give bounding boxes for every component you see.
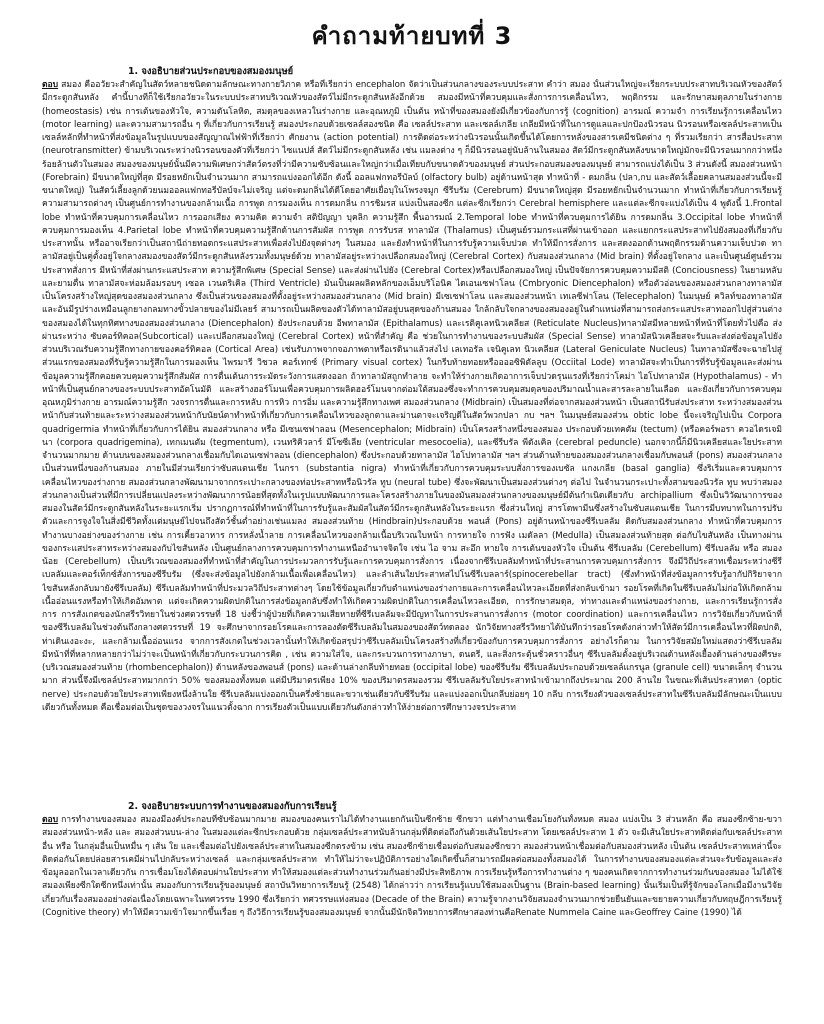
question-1-heading: 1. จงอธิบายส่วนประกอบของสมองมนุษย์	[128, 66, 294, 77]
question-2-answer-text: การทำงานของสมอง สมองมีองค์ประกอบที่ซับซ้อนมากมาย สมองของคนเราไม่ได้ทำงานแยกกันเป็นซีกซ้าย ซีกขวา แต่ทำงานเชื่อมโยงกันทั้งหมด สมอง แบ่งเป็น 3 ส่วนหลัก คือ สมองซีกซ้าย-ขวา สมองส่วนหน้า-หลัง และ สมองส่วนบน-ล่าง ในสมองแต่ละซีกประกอบด้วย กลุ่มเซลล์ประสาทนับล้านกลุ่มที่ติดต่อถึงกันด้วยเส้นใยประสาท โดยเซลล์ประสาท 1 ตัว จะมีเส้นใยประสาทติดต่อกับเซลล์ประสาทอื่น หรือ ในกลุ่มอื่นเป็นหมื่น ๆ เส้น ใย และเชื่อมต่อไปยังเซลล์ประสาทในสมองซีกตรงข้าม เช่น สมองซีกซ้ายเชื่อมต่อกับสมองซีกขวา สมองส่วนหน้าเชื่อมต่อกับสมองส่วนหลัง เป็นต้น เซลล์ประสาทเหล่านี้จะติดต่อกันโดยปล่อยสารเคมีผ่านไปกลับระหว่างเซลล์ และกลุ่มเซลล์ประสาท ทำให้ไม่ว่าจะปฏิบัติการอย่างใดเกิดขึ้นก็สามารถมีผลต่อสมองทั้งสมองได้ ในการทำงานของสมองแต่ละส่วนจะรับข้อมูลและส่งข้อมูลออกในเวลาเดียวกัน การเชื่อมโยงได้ตอบผ่านใยประสาท ทำให้สมองแต่ละส่วนทำงานร่วมกันอย่างมีประสิทธิภาพ การเรียนรู้หรือการทำงานต่าง ๆ ของคนเกิดจากการทำงานร่วมกันของสมอง ไม่ได้ใช้สมองเพียงซีกใดซีกหนึ่งเท่านั้น สมองกับการเรียนรู้ของมนุษย์ สถาบันวิทยาการเรียนรู้ (2548) ได้กล่าวว่า การเรียนรู้แบบใช้สมองเป็นฐาน (Brain-based learning) นั้นเริ่มเป็นที่รู้จักของโลกเมื่อมีงานวิจัยเกี่ยวกับเรื่องสมองอย่างต่อเนื่องโดยเฉพาะในทศวรรษ 1990 ซึ่งเรียกว่า ทศวรรษแห่งสมอง (Decade of the Brain) ความรู้จากงานวิจัยสมองจำนวนมากช่วยยืนยันและขยายความเกี่ยวกับทฤษฎีการเรียนรู้ (Cognitive theory) ทำให้มีความเข้าใจมากขึ้นเรื่อย ๆ ถึงวิธีการเรียนรู้ของสมองมนุษย์ จากนั้นมีนักจิตวิทยาการศึกษาสองท่านคือRenate Nummela Caine และGeoffrey Caine (1990) ได้	[42, 815, 782, 918]
answer-label: ตอบ	[42, 815, 59, 825]
question-1-answer-text: สมอง คืออวัยวะสำคัญในสัตว์หลายชนิดตามลักษณะทางกายวิภาค หรือที่เรียกว่า encephalon จัดว่าเป็นส่วนกลางของระบบประสาท คำว่า สมอง นั้นส่วนใหญ่จะเรียกระบบประสาทบริเวณหัวของสัตว์มีกระดูกสันหลัง คำนี้บางทีก็ใช้เรียกอวัยวะในระบบประสาทบริเวณหัวของสัตว์ไม่มีกระดูกสันหลังอีกด้วย สมองมีหน้าที่ควบคุมและสั่งการการเคลื่อนไหว, พฤติกรรม และรักษาสมดุลภายในร่างกาย (homeostasis) เช่น การเต้นของหัวใจ, ความดันโลหิต, สมดุลของเหลวในร่างกาย และอุณหภูมิ เป็นต้น หน้าที่ของสมองยังมีเกี่ยวข้องกับการรู้ (cognition) อารมณ์ ความจำ การเรียนรู้การเคลื่อนไหว (motor learning) และความสามารถอื่น ๆ ที่เกี่ยวกับการเรียนรู้ สมองประกอบด้วยเซลล์สองชนิด คือ เซลล์ประสาท และเซลล์เกลีย เกลียมีหน้าที่ในการดูแลและปกป้องนิวรอน นิวรอนหรือเซลล์ประสาทเป็นเซลล์หลักที่ทำหน้าที่ส่งข้อมูลในรูปแบบของสัญญาณไฟฟ้าที่เรียกว่า ศักยงาน (action potential) การติดต่อระหว่างนิวรอนนั้นเกิดขึ้นได้โดยการหลั่งของสารเคมีชนิดต่าง ๆ ที่รวมเรียกว่า สารสื่อประสาท (neurotransmitter) ข้ามบริเวณระหว่างนิวรอนของตัวที่เรียกว่า ไซแนปส์ สัตว์ไม่มีกระดูกสันหลัง เช่น แมลงต่าง ๆ ก็มีนิวรอนอยู่นับล้านในสมอง สัตว์มีกระดูกสันหลังขนาดใหญ่มักจะมีนิวรอนมากกว่าหนึ่งร้อยล้านตัวในสมอง สมองของมนุษย์นั้นมีความพิเศษกว่าสัตว์ตรงที่ว่ามีความซับซ้อนและใหญ่กว่าเมื่อเทียบกับขนาดตัวของมนุษย์ ส่วนประกอบสมองของมนุษย์ สามารถแบ่งได้เป็น 3 ส่วนดังนี้ สมองส่วนหน้า (Forebrain) มีขนาดใหญ่ที่สุด มีรอยหยักเป็นจำนวนมาก สามารถแบ่งออกได้อีก ดังนี้ ออลแฟกทอรีบัลบ์ (olfactory bulb) อยู่ด้านหน้าสุด ทำหน้าที่ - ดมกลิ่น (ปลา,กบ และสัตว์เลื้อยคลานสมองส่วนนี้จะมีขนาดใหญ่) ในสัตว์เลี้ยงลูกด้วยนมออลแฟกทอรีบัลบ์จะไม่เจริญ แต่จะดมกลิ่นได้ดีโดยอาศัยเยื่อบุในโพรงจมูก ซีรีบรัม (Cerebrum) มีขนาดใหญ่สุด มีรอยหยักเป็นจำนวนมาก ทำหน้าที่เกี่ยวกับการเรียนรู้ ความสามารถต่างๆ เป็นศูนย์การทำงานของกล้ามเนื้อ การพูด การมองเห็น การดมกลิ่น การชิมรส แบ่งเป็นสองซีก แต่ละซีกเรียกว่า Cerebral hemisphere และแต่ละซีกจะแบ่งได้เป็น 4 พูดังนี้ 1.Frontal lobe ทำหน้าที่ควบคุมการเคลื่อนไหว การออกเสียง ความคิด ความจำ สติปัญญา บุคลิก ความรู้สึก พื้นอารมณ์ 2.Temporal lobe ทำหน้าที่ควบคุมการได้ยิน การดมกลิ่น 3.Occipital lobe ทำหน้าที่ควบคุมการมองเห็น 4.Parietal lobe ทำหน้าที่ควบคุมความรู้สึกด้านการสัมผัส การพูด การรับรส ทาลามัส (Thalamus) เป็นศูนย์รวมกระแสที่ผ่านเข้าออก และแยกกระแสประสาทไปยังสมองที่เกี่ยวกับประสาทนั้น หรืออาจเรียกว่าเป็นสถานีถ่ายทอดกระแสประสาทเพื่อส่งไปยังจุดต่างๆ ในสมอง และยังทำหน้าที่ในการรับรู้ความเจ็บปวด ทำให้มีการสั่งการ และสดงออกด้านพฤติกรรมด้านความเจ็บปวด ทาลามัสอยู่เป็นคู่ตั้งอยู่ใจกลางสมองของสัตว์มีกระดูกสันหลังรวมทั้งมนุษย์ด้วย ทาลามัสอยู่ระหว่างเปลือกสมองใหญ่ (Cerebral Cortex) กับสมองส่วนกลาง (Mid brain) ที่ตั้งอยู่ใจกลาง และเป็นศูนย์ศูนย์รวมประสาทสั่งการ มีหน้าที่ส่งผ่านกระแสประสาท ความรู้สึกพิเศษ (Special Sense) และส่งผ่านไปยัง (Cerebral Cortex)หรือเปลือกสมองใหญ่ เป็นปัจจัยการควบคุมความมีสติ (Conciousness) ในยามหลับและยามตื่น ทาลามัสจะห่อมล้อมรอบๆ เซอล เวนตริเคิล (Third Ventricle) มันเป็นผลผลิตหลักของเอ็มบริโอนิค ไดเอนเซฟาโลน (Cmbryonic Diencephalon) หรือตัวอ่อนของสมองส่วนกลางทาลามัสเป็นโครงสร้างใหญ่สุดของสมองส่วนกลาง ซึ่งเป็นส่วนของสมองที่ตั้งอยู่ระหว่างสมองส่วนกลาง (Mid brain) มีเซเซฟาโลน และสมองส่วนหน้า เทเลซีฟาโลน (Telecephalon) ในมนุษย์ ควิลท์ของทาลามัสและอันมีรูปร่างเหมือนลูกยางกลมทางขั้วปลายของไม่มีเลยร์ สามารถเป็นผลิตของตัวได้ทาลามัสอยู่บนสุดของก้านสมอง ใกล้กลับใจกลางของสมองอยู่ในตำแหน่งที่สามารถส่งกระแสประสาทออกไปสู่ส่วนต่างของสมองได้ในทุกทิศทางของสมองส่วนกลาง (Diencephalon) ยังประกอบด้วย อีพทาลามัส (Epithalamus) และเรติคูเลทนิวเคลียส (Reticulate Nucleus)ทาลามัสมีหลายหน้าที่หน้าที่โดยทั่วไปคือ ส่งผ่านระหว่าง ซับคอร์ทิคอล(Subcortical) และเปลือกสมองใหญ่ (Cerebral Cortex) หน้าที่สำคัญ คือ ช่วยในการทำงานของระบบสัมผัส (Special Sense) ทาลามัสนิวเคลียสจะรับและส่งต่อข้อมูลไปยังส่วนบริเวณรับความรู้สึกทางกายของคอร์ทิคอล (Cortical Area) เช่นรับภาพจากจอภาพตาหรือเรตินาแล้วส่งไป เลเทอรัล เจนิคูเลท นิวเคลียส (Lateral Geniculate Nucleus) ในทาลามัสซึ่งจะฉายไปสู่ส่วนแรกของสมองที่รับรู้ความรู้สึกในการมองเห็น ไพรมารี วิชวล คอร์เทกซ์ (Primary visual cortex) ในกรีบท้ายทอยหรืออออซิพิตัลลูบ (Occiital Lode) ทาลามัสจะทำเป็นการที่รับรู้ข้อมูลและส่งผ่านข้อมูลความรู้สึกคอยควบคุมความรู้สึกสัมผัส การตื่นเต้นการระมัดระวังการแสดงออก ถ้าทาลามัสถูกทำลาย จะทำให้ร่างกายเกิดอาการเจ็บปวดรุนแรงที่เรียกว่าโคม่า ไฮโปทาลามัส (Hypothalamus) - ทำหน้าที่เป็นศูนย์กลางของระบบประสาทอัตโนมัติ และสร้างฮอร์โมนเพื่อควบคุมการผลิตฮอร์โมนจากต่อมใต้สมองซึ่งจะทำการควบคุมสมดุลของปริมาณน้ำและสารละลายในเลือด และยังเกี่ยวกับการควบคุมอุณหภูมิร่างกาย อารมณ์ความรู้สึก วงจรการตื่นและการหลับ การหิว การอิ่ม และความรู้สึกทางเพศ สมองส่วนกลาง (Midbrain) เป็นสมองที่ต่อจากสมองส่วนหน้า เป็นสถานีรับส่งประสาท ระหว่างสมองส่วนหน้ากับส่วนท้ายและระหว่างสมองส่วนหน้ากับนัยน์ตาทำหน้าที่เกี่ยวกับการเคลื่อนไหวของลูกตาและม่านตาจะเจริญดีในสัตว์พวกปลา กบ ฯลฯ ในมนุษย์สมองส่วน obtic lobe นี้จะเจริญไปเป็น Corpora quadrigermia ทำหน้าที่เกี่ยวกับการได้ยิน สมองส่วนกลาง หรือ มีเซนเซฟาลอน (Mesencephalon; Midbrain) เป็นโครงสร้างหนึ่งของสมอง ประกอบด้วยเทคตัม (tectum) (หรือคอร์พอรา ควอไดรเจมินา (corpora quadrigemina), เทกเมนตัม (tegmentum), เวนทริคิวลาร์ มีโซซีเลีย (ventricular mesocoelia), และซีรีบรัล พีดังเคิล (cerebral peduncle) นอกจากนี้ก็มีนิวเคลียสและใยประสาทจำนวนมากมาย ด้านบนของสมองส่วนกลางเชื่อมกับไดเอนเซฟาลอน (diencephalon) ซึ่งประกอบด้วยทาลามัส ไฮโปทาลามัส ฯลฯ ส่วนด้านท้ายของสมองส่วนกลางเชื่อมกับพอนส์ (pons) สมองส่วนกลางเป็นส่วนหนึ่งของก้านสมอง ภายในมีส่วนเรียกว่าซับสแตนเชีย ไนกรา (substantia nigra) ทำหน้าที่เกี่ยวกับการควบคุมระบบสั่งการของเบซัล แกงเกลีย (basal ganglia) ซึ่งริเริ่มและควบคุมการเคลื่อนไหวของร่างกาย สมองส่วนกลางพัฒนามาจากกระเปาะกลางของท่อประสาทหรือนิวรัล ทูบ (neural tube) ซึ่งจะพัฒนาเป็นสมองส่วนต่างๆ ต่อไป ในจำนวนกระเปาะทั้งสามของนิวรัล ทูบ พบว่าสมองส่วนกลางเป็นส่วนที่มีการเปลี่ยนแปลงระหว่างพัฒนาการน้อยที่สุดทั้งในเรูปแบบพัฒนาการและโครงสร้างภายในของมันสมองส่วนกลางของมนุษย์มีต้นกำเนิดเดียวกับ archipallium ซึ่งเป็นวิวัฒนาการของสมองในสัตว์มีกระดูกสันหลังในระยะแรกเริ่ม ปรากฏการณ์ที่ทำหน้าที่ในการรับรู้และสัมผัสในสัตว์มีกระดูกสันหลังในระยะแรก ซึ่งส่วนใหญ่ สารโดพามีนซึ่งสร้างในซับสแตนเชีย ในการมีบทบาทในการปรับตัวและการจูงใจในสิ่งมีชีวิตทั้งแต่มนุษย์ไปจนถึงสัตว์ชั้นต่ำอย่างเช่นแมลง สมองส่วนท้าย (Hindbrain)ประกอบด้วย พอนส์ (Pons) อยู่ด้านหน้าของซีรีเบลลัม ติดกับสมองส่วนกลาง ทำหน้าที่ควบคุมการทำงานบางอย่างของร่างกาย เช่น การเคี้ยวอาหาร การหลั่งน้ำลาย การเคลื่อนไหวของกล้ามเนื้อบริเวณใบหน้า การหายใจ การฟัง เมดัลลา (Medulla) เป็นสมองส่วนท้ายสุด ต่อกับไขสันหลัง เป็นทางผ่านของกระแสประสาทระหว่างสมองกับไขสันหลัง เป็นศูนย์กลางการควบคุมการทำงานเหนืออำนาจจิตใจ เช่น ไอ จาม สะอึก หายใจ การเต้นของหัวใจ เป็นต้น ซีรีเบลลัม (Cerebellum) ซีรีเบลลัม หรือ สมองน้อย (Cerebellum) เป็นบริเวณของสมองที่ทำหน้าที่สำคัญในการประมวลการรับรู้และการควบคุมการสั่งการ เนื่องจากซีรีเบลลัมทำหน้าที่ประสานการควบคุมการสั่งการ จึงมีวิถีประสาทเชื่อมระหว่างซีรีเบลลัมและคอร์เท็กซ์สั่งการของซีรีบรัม (ซึ่งจะส่งข้อมูลไปยังกล้ามเนื้อเพื่อเคลื่อนไหว) และลำเส้นใยประสาทสไปโนซีรีเบลลาร์(spinocerebellar tract) (ซึ่งทำหน้าที่ส่งข้อมูลการรับรู้อากัปกิริยาจากไขสันหลังกลับมายังซีรีเบลลัม) ซีรีเบลลัมทำหน้าที่ประมวลวิถีประสาทต่างๆ โดยใช้ข้อมูลเกี่ยวกับตำแหน่งของร่างกายและการเคลื่อนไหวละเอียดที่ส่งกลับเข้ามา รอยโรคที่เกิดในซีรีเบลลัมไม่ก่อให้เกิดกล้ามเนื้ออ่อนแรงหรือทำให้เกิดอัมพาต แต่จะเกิดความผิดปกติในการส่งข้อมูลกลับซึ่งทำให้เกิดความผิดปกติในการเคลื่อนไหวละเอียด, การรักษาสมดุล, ท่าทางและตำแหน่งของร่างกาย, และการเรียนรู้การสั่งการ การสังเกตของนักสรีรวิทยาในช่วงศตวรรษที่ 18 บ่งชี้ว่าผู้ป่วยที่เกิดความเสียหายที่ซีรีเบลลัมจะมีปัญหาในการประสานการสั่งการ (motor coordination) และการเคลื่อนไหว การวิจัยเกี่ยวกับหน้าที่ของซีรีเบลลัมในช่วงต้นถึงกลางศตวรรษที่ 19 จะศึกษาจากรอยโรคและการลองตัดซีรีเบลลัมในสมองของสัตว์ทดลอง นักวิจัยทางสรีรวิทยาได้บันทึกว่ารอยโรคดังกล่าวทำให้สัตว์มีการเคลื่อนไหวที่ผิดปกติ, ท่าเดินเงอะงะ, และกล้ามเนื้ออ่อนแรง จากการสังเกตในช่วงเวลานั้นทำให้เกิดข้อสรุปว่าซีรีเบลลัมเป็นโครงสร้างที่เกี่ยวข้องกับการควบคุมการสั่งการ อย่างไรก็ตาม ในการวิจัยสมัยใหม่แสดงว่าซีรีเบลลัมมีหน้าที่ที่หลากหลายกว่าไม่ว่าจะเป็นหน้าที่เกี่ยวกับกระบวนการคิด , เช่น ความใส่ใจ, และกระบวนการทางภาษา, ดนตรี, และสิ่งกระตุ้นชั่วคราวอื่นๆ ซีรีเบลลัมตั้งอยู่บริเวณด้านหลังเยื้องด้านล่างของศีรษะ (บริเวณสมองส่วนท้าย (rhombencephalon)) ด้านหลังของพอนส์ (pons) และด้านล่างกลีบท้ายทอย (occipital lobe) ของซีรีบรัม ซีรีเบลลัมประกอบด้วยเซลล์แกรนูล (granule cell) ขนาดเล็กๆ จำนวนมาก ส่วนนี้จึงมีเซลล์ประสาทมากกว่า 50% ของสมองทั้งหมด แต่มีปริมาตรเพียง 10% ของปริมาตรสมองรวม ซีรีเบลลัมรับใยประสาทนำเข้ามากถึงประมาณ 200 ล้านใย ในขณะที่เส้นประสาทตา (optic nerve) ประกอบด้วยใยประสาทเพียงหนึ่งล้านใย ซีรีเบลลัมแบ่งออกเป็นครึ่งซ้ายและขวาเช่นเดียวกับซีรีบรัม และแบ่งออกเป็นกลีบย่อยๆ 10 กลีบ การเรียงตัวของเซลล์ประสาทในซีรีเบลลัมมีลักษณะเป็นแบบเดียวกันทั้งหมด คือเชื่อมต่อเป็นชุดของวงจรในแนวตั้งฉาก การเรียงตัวเป็นแบบเดียวกันดังกล่าวทำให้ง่ายต่อการศึกษาวงจรประสาท	[42, 80, 782, 713]
question-1-answer	[42, 79, 782, 799]
answer-label: ตอบ	[42, 80, 59, 90]
question-2-answer	[42, 814, 782, 984]
question-2-heading: 2. จงอธิบายระบบการทำงานของสมองกับการเรียนรู้	[128, 801, 337, 812]
page-title: คำถามท้ายบทที่ 3	[311, 22, 513, 50]
